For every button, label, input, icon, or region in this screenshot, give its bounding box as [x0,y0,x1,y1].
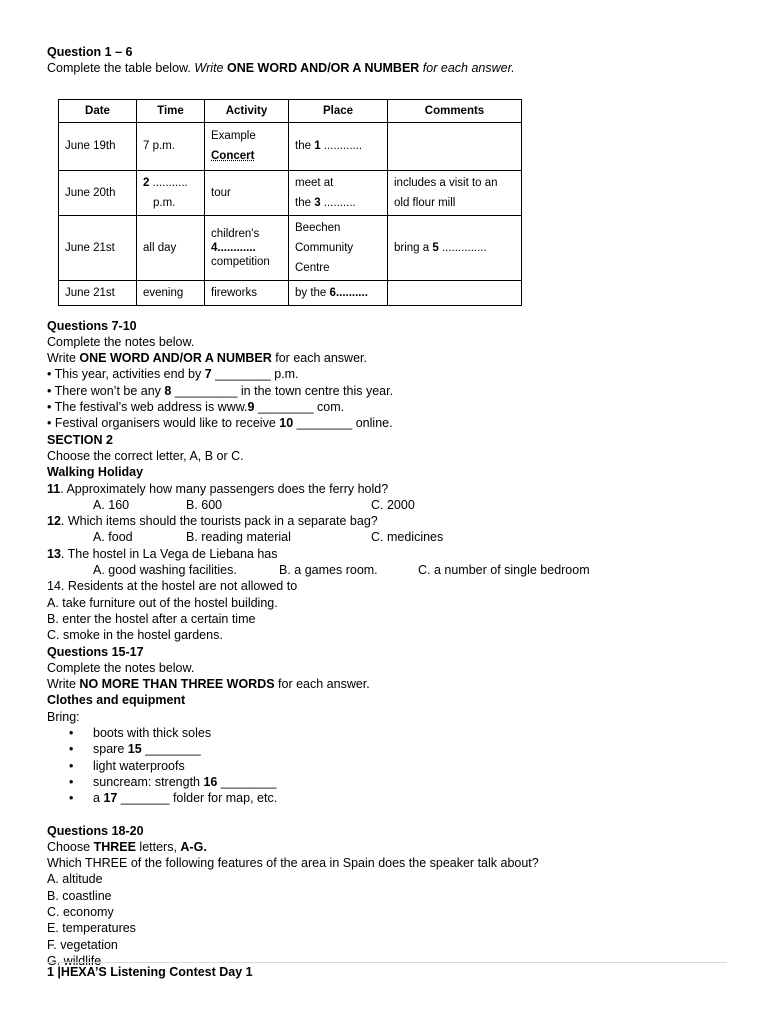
list-item: • a 17 _______ folder for map, etc. [93,790,727,806]
col-header-place: Place [289,99,388,122]
list-item: • spare 15 ________ [93,741,727,757]
option: G. wildlife [47,953,102,968]
cell-comments: bring a 5 .............. [388,215,522,280]
col-header-activity: Activity [205,99,289,122]
option: E. temperatures [47,921,136,936]
note-item: • The festival’s web address is www.9 ________ com. [47,400,345,415]
note-item: • There won’t be any 8 _________ in the town centre this year. [47,383,394,398]
q13-options [47,562,727,578]
cell-time: evening [137,280,205,305]
option: B. 600 [186,497,223,512]
question-14: 14. Residents at the hostel are not allowed to [47,579,298,594]
option: C. 2000 [371,497,415,512]
list-item: • suncream: strength 16 ________ [93,774,727,790]
q15-17-heading: Questions 15-17 [47,644,144,659]
cell-time: all day [137,215,205,280]
q15-17-instruction: Complete the notes below. [47,660,195,675]
schedule-table-wrap [58,99,727,306]
cell-place: Beechen Community Centre [289,215,388,280]
option: C. economy [47,904,114,919]
schedule-table [58,99,522,306]
bring-label: Bring: [47,709,80,724]
cell-date: June 21st [59,215,137,280]
q12-options [47,529,727,545]
worksheet [47,44,727,969]
section2-title: Walking Holiday [47,465,144,480]
q7-10-instruction: Complete the notes below. [47,334,195,349]
option: C. smoke in the hostel gardens. [47,628,223,643]
col-header-date: Date [59,99,137,122]
cell-activity: Example Concert [205,122,289,170]
cell-place: meet at the 3 .......... [289,170,388,215]
option: F. vegetation [47,937,118,952]
cell-activity: fireworks [205,280,289,305]
cell-time: 7 p.m. [137,122,205,170]
option: A. food [93,530,133,545]
cell-date: June 20th [59,170,137,215]
col-header-comments: Comments [388,99,522,122]
q7-10-heading: Questions 7-10 [47,318,137,333]
cell-comments: includes a visit to an old flour mill [388,170,522,215]
cell-place: the 1 ............ [289,122,388,170]
q1-6-instructions: Complete the table below. Write ONE WORD AND/OR A NUMBER for each answer. [47,61,515,76]
q15-17-instruction-2: Write NO MORE THAN THREE WORDS for each answer. [47,677,370,692]
q1-6-heading: Question 1 – 6 [47,45,133,59]
q15-17-subtitle: Clothes and equipment [47,693,186,708]
list-item: • light waterproofs [93,758,727,774]
col-header-time: Time [137,99,205,122]
cell-place: by the 6.......... [289,280,388,305]
cell-time: 2 ........... p.m. [137,170,205,215]
option: B. a games room. [279,563,378,578]
cell-activity: children's 4............ competition [205,215,289,280]
table-row [59,170,522,215]
question-11: 11. Approximately how many passengers does the ferry hold? [47,481,389,496]
option: A. altitude [47,872,103,887]
bring-list [47,725,727,806]
option: A. 160 [93,497,130,512]
note-item: • This year, activities end by 7 ________ p.m. [47,367,299,382]
option: B. coastline [47,888,112,903]
option: C. a number of single bedroom [418,563,590,578]
note-item: • Festival organisers would like to receive 10 ________ online. [47,416,393,431]
page-footer: 1 |HEXA’S Listening Contest Day 1 [47,962,727,979]
question-13: 13. The hostel in La Vega de Liebana has [47,546,278,561]
option: B. reading material [186,530,291,545]
table-row [59,215,522,280]
section2-instruction: Choose the correct letter, A, B or C. [47,448,244,463]
question-12: 12. Which items should the tourists pack in a separate bag? [47,514,378,529]
option: A. good washing facilities. [93,563,237,578]
q18-20-question: Which THREE of the following features of the area in Spain does the speaker talk about? [47,856,539,871]
cell-date: June 21st [59,280,137,305]
cell-comments [388,122,522,170]
cell-comments [388,280,522,305]
q18-20-instruction: Choose THREE letters, A-G. [47,839,207,854]
q18-20-heading: Questions 18-20 [47,823,144,838]
q11-options [47,497,727,513]
cell-activity: tour [205,170,289,215]
q7-10-instruction-2: Write ONE WORD AND/OR A NUMBER for each answer. [47,351,367,366]
option: C. medicines [371,530,444,545]
table-row [59,122,522,170]
list-item: • boots with thick soles [93,725,727,741]
table-header-row [59,99,522,122]
option: B. enter the hostel after a certain time [47,611,256,626]
option: A. take furniture out of the hostel building. [47,595,278,610]
section2-heading: SECTION 2 [47,432,113,447]
cell-date: June 19th [59,122,137,170]
table-row [59,280,522,305]
